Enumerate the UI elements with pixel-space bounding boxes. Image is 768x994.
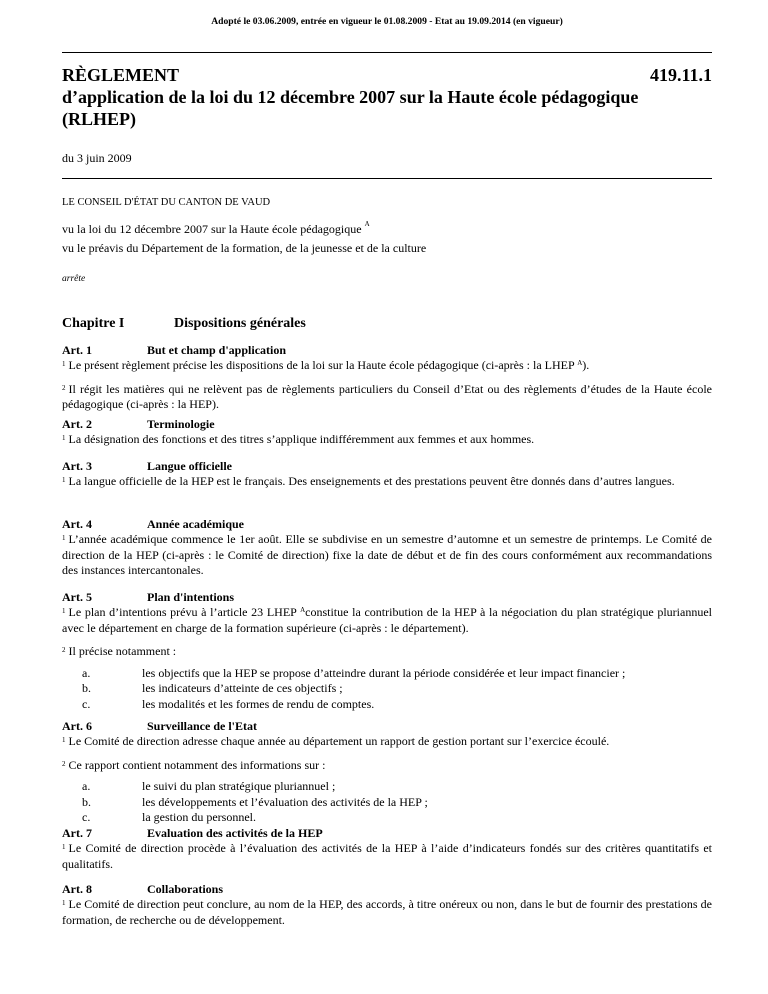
alinea-text: La désignation des fonctions et des titres s’applique indifféremment aux femmes et aux hommes.: [68, 432, 535, 446]
list-text: les développements et l’évaluation des activités de la HEP ;: [142, 794, 428, 809]
article-heading: [62, 417, 712, 432]
second-rule: [62, 178, 712, 179]
alinea-number: 2: [62, 759, 66, 768]
enumeration: [62, 666, 712, 713]
footnote-marker: A: [577, 359, 583, 367]
alinea-1: [62, 734, 712, 750]
article-title: Terminologie: [147, 417, 215, 431]
article-number: Art. 6: [62, 719, 92, 733]
systematic-number: 419.11.1: [649, 65, 712, 85]
alinea-text: Le Comité de direction adresse chaque année au département un rapport de gestion portant sur l’exercice écoulé.: [68, 734, 610, 748]
top-rule: [62, 52, 712, 53]
adoption-date: du 3 juin 2009: [62, 151, 132, 165]
alinea-number: 1: [62, 476, 66, 484]
alinea-text: Le Comité de direction peut conclure, au nom de la HEP, des accords, à titre onéreux ou non, dans le but de fournir des prestations de formation, de recherche ou de développement.: [62, 897, 712, 927]
alinea-text: Le Comité de direction procède à l’évaluation des activités de la HEP à l’aide d’indicateurs fondés sur des critères quantitatifs et qualitatifs.: [62, 841, 712, 871]
list-text: les objectifs que la HEP se propose d’atteindre durant la période considérée et leur impact financier ;: [142, 665, 626, 680]
alinea-number: 1: [62, 843, 66, 851]
list-item: [62, 810, 712, 826]
vu-line-1-text: vu la loi du 12 décembre 2007 sur la Haute école pédagogique: [62, 222, 362, 236]
article-title: Surveillance de l'Etat: [147, 719, 257, 733]
article-6: [62, 719, 712, 826]
article-5: [62, 590, 712, 712]
alinea-number: 1: [62, 434, 66, 442]
alinea-1: [62, 358, 712, 374]
title-line-1: RÈGLEMENT: [62, 65, 180, 85]
list-text: la gestion du personnel.: [142, 810, 256, 824]
alinea-1: [62, 532, 712, 579]
list-text: les indicateurs d’atteinte de ces objectifs ;: [142, 681, 343, 695]
article-title: Evaluation des activités de la HEP: [147, 826, 323, 840]
article-number: Art. 3: [62, 459, 92, 473]
alinea-number: 2: [62, 383, 66, 392]
enumeration: [62, 779, 712, 826]
list-item: [62, 666, 712, 682]
chapter-heading: [62, 316, 306, 332]
list-item: [62, 681, 712, 697]
list-letter: a.: [82, 779, 91, 793]
article-7: [62, 826, 712, 872]
article-3: [62, 459, 712, 490]
alinea-number: 1: [62, 534, 66, 542]
article-number: Art. 7: [62, 826, 92, 840]
arrete-label: arrête: [62, 274, 86, 284]
issuing-authority: LE CONSEIL D'ÉTAT DU CANTON DE VAUD: [62, 197, 271, 208]
article-number: Art. 5: [62, 590, 92, 604]
article-title: Plan d'intentions: [147, 590, 235, 604]
article-heading: [62, 459, 712, 474]
list-letter: b.: [82, 681, 91, 695]
alinea-text: Il précise notamment :: [68, 644, 177, 658]
alinea-1: [62, 841, 712, 872]
alinea-number: 2: [62, 646, 66, 654]
alinea-text-end: constitue la contribution de la HEP à la négociation du plan stratégique pluriannuel avec le département en charge de la formation supérieure (ci-après : le département).: [62, 605, 713, 635]
alinea-text: La langue officielle de la HEP est le français. Des enseignements et des prestations peuvent être donnés dans d’autres langues.: [68, 474, 675, 488]
alinea-1: [62, 474, 712, 490]
article-heading: [62, 517, 712, 532]
list-text: le suivi du plan stratégique pluriannuel ;: [142, 779, 336, 793]
list-item: [62, 779, 712, 795]
alinea-text: Le plan d’intentions prévu à l’article 23 LHEP: [68, 605, 301, 619]
alinea-2: [62, 382, 712, 413]
header-note: Adopté le 03.06.2009, entrée en vigueur le 01.08.2009 - Etat au 19.09.2014 (en vigueur): [211, 16, 563, 27]
alinea-2: [62, 644, 712, 660]
alinea-text: Il régit les matières qui ne relèvent pas de règlements particuliers du Conseil d’Etat ou des règlements d’études de la Haute école pédagogique (ci-après : la HEP).: [62, 381, 712, 411]
article-heading: [62, 719, 712, 734]
vu-line-1: [62, 222, 370, 237]
article-number: Art. 4: [62, 517, 92, 531]
alinea-number: 1: [62, 607, 66, 615]
alinea-number: 1: [62, 736, 66, 744]
list-text: les modalités et les formes de rendu de comptes.: [142, 696, 375, 711]
chapter-title: Dispositions générales: [174, 316, 306, 331]
article-number: Art. 8: [62, 882, 92, 896]
article-heading: [62, 343, 712, 358]
article-heading: [62, 590, 712, 605]
vu-line-2: vu le préavis du Département de la formation, de la jeunesse et de la culture: [62, 241, 427, 255]
alinea-text-end: ).: [582, 358, 590, 372]
list-letter: a.: [82, 665, 91, 680]
alinea-1: [62, 432, 712, 448]
article-title: Année académique: [147, 517, 244, 531]
title-line-2: d’application de la loi du 12 décembre 2007 sur la Haute école pédagogique: [62, 87, 639, 107]
list-item: [62, 697, 712, 713]
article-heading: [62, 882, 712, 897]
article-number: Art. 2: [62, 417, 92, 431]
list-item: [62, 795, 712, 811]
article-1: [62, 343, 712, 413]
article-number: Art. 1: [62, 343, 92, 357]
title-line-3: (RLHEP): [62, 109, 136, 129]
article-title: Langue officielle: [147, 459, 232, 473]
alinea-text: Le présent règlement précise les dispositions de la loi sur la Haute école pédagogique (ci-après : la LHEP: [68, 358, 578, 372]
chapter-label: Chapitre I: [62, 316, 125, 331]
list-letter: c.: [82, 696, 91, 711]
title-block: [62, 64, 712, 130]
alinea-1: [62, 605, 712, 636]
article-2: [62, 417, 712, 448]
footnote-marker: A: [300, 606, 306, 614]
list-letter: c.: [82, 810, 91, 824]
article-4: [62, 517, 712, 579]
article-heading: [62, 826, 712, 841]
alinea-number: 1: [62, 899, 66, 907]
alinea-number: 1: [62, 360, 66, 368]
alinea-2: [62, 758, 712, 774]
article-title: But et champ d'application: [147, 343, 287, 357]
alinea-text: L’année académique commence le 1er août. Elle se subdivise en un semestre d’automne et un semestre de printemps. Le Comité de direction de la HEP (ci-après : le Comité de direction) fixe la date de début et de fin des cours conformément aux recommandations des instances intercantonales.: [62, 532, 712, 577]
list-letter: b.: [82, 794, 91, 809]
alinea-1: [62, 897, 712, 928]
article-8: [62, 882, 712, 928]
article-title: Collaborations: [147, 882, 224, 896]
footnote-marker: A: [364, 220, 370, 228]
alinea-text: Ce rapport contient notamment des informations sur :: [68, 757, 326, 772]
